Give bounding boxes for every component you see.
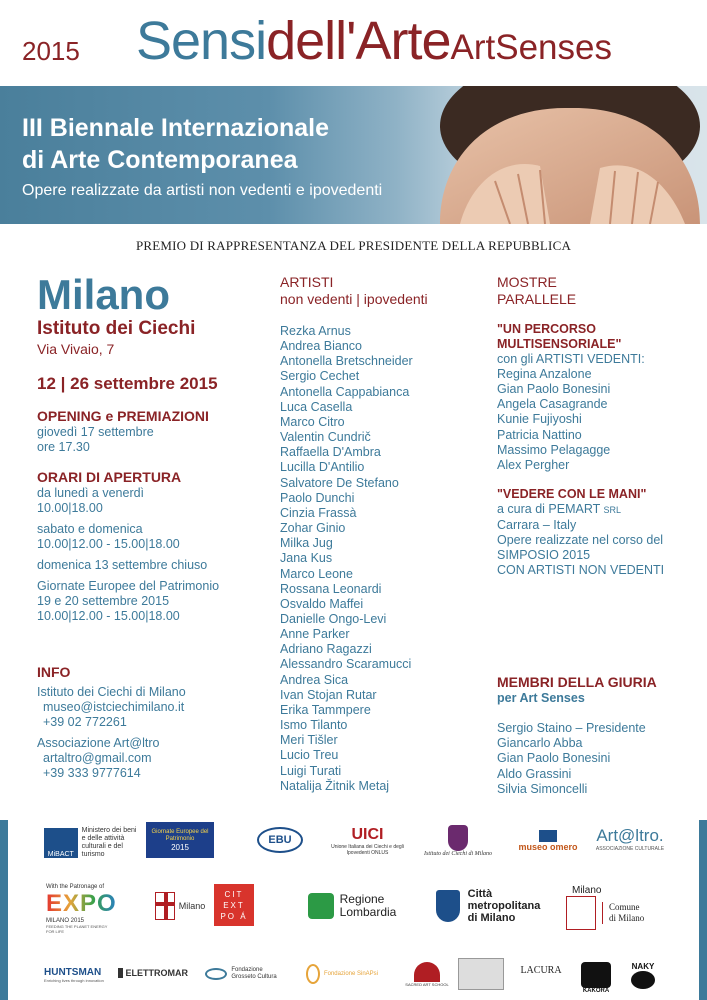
artaltro-logo <box>590 822 670 856</box>
crest-icon <box>436 890 460 922</box>
list-item: Giancarlo Abba <box>497 736 583 751</box>
show2-line: CON ARTISTI NON VEDENTI <box>497 563 665 578</box>
sinapsi-mark <box>306 964 320 984</box>
sacred-text: SACRED ART SCHOOL <box>405 981 449 987</box>
info-org: Associazione Art@ltro <box>37 736 160 750</box>
naky-logo <box>626 958 660 992</box>
info-phone[interactable]: +39 333 9777614 <box>43 766 141 780</box>
naky-mark <box>631 971 655 989</box>
list-item: Rossana Leonardi <box>280 581 382 596</box>
list-item: Gian Paolo Bonesini <box>497 751 611 766</box>
citexpo-logo <box>214 884 254 926</box>
show1-title: MULTISENSORIALE" <box>497 337 622 351</box>
regione-text <box>340 893 397 919</box>
parallel-shows-column <box>497 270 702 797</box>
opening-day: giovedì 17 settembre <box>37 425 154 439</box>
venue: Istituto dei Ciechi <box>37 318 196 339</box>
naky-text: NAKY <box>631 961 655 971</box>
list-item: Raffaella D'Ambra <box>280 445 381 460</box>
address: Via Vivaio, 7 <box>37 341 115 357</box>
regione-line: Lombardia <box>339 905 397 919</box>
show1-artists <box>497 367 702 473</box>
left-edge-bar <box>0 820 8 1000</box>
huntsman-logo <box>44 960 108 990</box>
lacura-text: LACURA <box>520 964 562 976</box>
istituto-logo <box>418 818 498 864</box>
venue-column <box>37 270 277 781</box>
comune-line: Comune <box>609 901 640 912</box>
list-item: Sergio Staino – Presidente <box>497 721 646 736</box>
uici-logo <box>330 818 405 863</box>
show2-line <box>497 502 702 518</box>
list-item: Antonella Cappabianca <box>280 384 410 399</box>
citexpo-text: PO Á <box>220 911 248 921</box>
event-title <box>136 10 612 72</box>
title-dellarte: dell'Arte <box>266 11 451 71</box>
kakora-logo <box>576 958 616 998</box>
expo-sub2: FEEDING THE PLANET ENERGY FOR LIFE <box>46 924 108 934</box>
jury-subtitle: per Art Senses <box>497 691 585 706</box>
right-edge-bar <box>699 820 707 1000</box>
list-item: Massimo Pelagagge <box>497 442 611 457</box>
citta-line: di Milano <box>467 912 516 924</box>
comune-row <box>566 896 644 930</box>
huntsman-mark: HUNTSMAN <box>44 967 102 978</box>
list-item: Osvaldo Maffei <box>280 596 364 611</box>
list-item: Marco Leone <box>280 566 353 581</box>
header <box>0 0 707 86</box>
info-title: INFO <box>37 664 71 680</box>
event-dates: 12 | 26 settembre 2015 <box>37 374 218 393</box>
jury-list <box>497 721 702 797</box>
info-org: Istituto dei Ciechi di Milano <box>37 685 186 699</box>
list-item: Meri Tišler <box>280 733 338 748</box>
giornate-logo <box>146 822 214 858</box>
mostre-title: PARALLELE <box>497 291 577 307</box>
fondazione-grosseto-logo <box>200 960 282 988</box>
list-item: Lucilla D'Antilio <box>280 460 365 475</box>
list-item: Patricia Nattino <box>497 427 582 442</box>
fondazione-line: Fondazione <box>231 967 263 973</box>
expo-logo <box>46 878 116 940</box>
fondazione-line: Grosseto Cultura <box>231 974 277 980</box>
list-item: Erika Tammpere <box>280 702 371 717</box>
museo-omero-logo <box>518 818 578 864</box>
show2-line: Carrara – Italy <box>497 518 577 533</box>
elettromar-text: ELETTROMAR <box>125 968 188 978</box>
list-item: Aldo Grassini <box>497 766 572 781</box>
artists-list <box>280 324 490 794</box>
artists-title: ARTISTI <box>280 274 334 290</box>
milano-shield-logo <box>150 884 210 928</box>
list-item: Silvia Simoncelli <box>497 781 588 796</box>
face-hands-photo <box>400 86 707 224</box>
title-artsenses: ArtSenses <box>450 28 612 67</box>
sinapsi-text: Fondazione SinAPsi <box>323 971 379 977</box>
banner-title-line2: di Arte Contemporanea <box>22 146 298 174</box>
artists-column <box>280 270 490 794</box>
comune-head: Milano <box>572 884 602 896</box>
list-item: Rezka Arnus <box>280 324 351 338</box>
jury-title: MEMBRI DELLA GIURIA <box>497 674 657 691</box>
list-item: Ismo Tilanto <box>280 718 348 733</box>
ministero-text: Ministero dei beni e delle attività culturali e del turismo <box>81 827 137 858</box>
banner-title-line1: III Biennale Internazionale <box>22 114 330 142</box>
premio-line: PREMIO DI RAPPRESENTANZA DEL PRESIDENTE DELLA REPUBBLICA <box>135 238 572 253</box>
list-item: Angela Casagrande <box>497 397 608 412</box>
eye-icon <box>205 968 227 980</box>
opening-title: OPENING e PREMIAZIONI <box>37 408 209 424</box>
list-item: Paolo Dunchi <box>280 490 355 505</box>
show2-curator: a cura di PEMART <box>497 502 601 517</box>
cross-shield-icon <box>155 892 175 920</box>
orari-line: 10.00|12.00 - 15.00|18.00 <box>37 537 180 551</box>
museo-mark <box>539 830 557 842</box>
banner-subtitle: Opere realizzate da artisti non vedenti e ipovedenti <box>22 182 383 199</box>
artaltro-text: ASSOCIAZIONE CULTURALE <box>595 846 665 852</box>
list-item: Natalija Žitnik Metaj <box>280 778 390 793</box>
list-item: Salvatore De Stefano <box>280 475 399 490</box>
list-item: Lucio Treu <box>280 748 339 763</box>
orari-title: ORARI DI APERTURA <box>37 469 182 485</box>
title-sensi: Sensi <box>136 11 267 71</box>
list-item: Valentin Cundrič <box>280 430 371 445</box>
list-item: Alessandro Scaramucci <box>280 657 412 672</box>
lacura-logo <box>516 960 566 980</box>
dome-icon <box>414 962 440 982</box>
regione-line: Regione <box>339 892 385 906</box>
comune-milano-logo <box>566 878 670 936</box>
mibact-logo <box>44 820 139 866</box>
building-drawing <box>458 958 504 990</box>
list-item: Antonella Bretschneider <box>280 354 413 369</box>
list-item: Alex Pergher <box>497 457 570 472</box>
orari-line: da lunedì a venerdì <box>37 486 145 500</box>
list-item: Ivan Stojan Rutar <box>280 687 377 702</box>
orari-line: Giornate Europee del Patrimonio <box>37 579 220 593</box>
elettromar-mark <box>118 968 123 978</box>
artists-subtitle: non vedenti | ipovedenti <box>280 291 428 307</box>
comune-text <box>602 902 644 924</box>
list-item: Cinzia Frassà <box>280 505 357 520</box>
list-item: Marco Citro <box>280 414 345 429</box>
regione-lombardia-logo <box>302 888 402 924</box>
rosa-camuna-icon <box>308 893 334 919</box>
fondazione-text <box>231 967 276 981</box>
citta-line: Città <box>467 888 493 900</box>
museo-text: museo omero <box>518 842 578 852</box>
expo-sub: MILANO 2015 <box>46 918 85 924</box>
show2-line: Opere realizzate nel corso del <box>497 533 664 548</box>
sinapsi-logo <box>292 958 392 990</box>
list-item: Zohar Ginio <box>280 521 346 536</box>
giornate-text: Giornate Europee del Patrimonio <box>151 828 209 842</box>
citta-line: metropolitana <box>467 900 541 912</box>
expo-patronage: With the Patronage of <box>46 884 105 890</box>
milano1-text: Milano <box>178 901 206 911</box>
list-item: Gian Paolo Bonesini <box>497 382 611 397</box>
info-phone[interactable]: +39 02 772261 <box>43 715 127 729</box>
uici-mark: UICI <box>351 825 384 843</box>
elettromar-logo <box>118 960 188 986</box>
info-email[interactable]: artaltro@gmail.com <box>43 751 152 765</box>
opening-time: ore 17.30 <box>37 440 90 454</box>
citta-text <box>468 888 541 924</box>
mostre-title: MOSTRE <box>497 274 557 290</box>
uici-text: Unione Italiana dei Ciechi e degli Ipovedenti ONLUS <box>331 843 404 856</box>
ebu-logo <box>240 824 320 856</box>
show1-title: "UN PERCORSO <box>497 322 596 336</box>
citexpo-text: CIT <box>224 889 244 899</box>
list-item: Andrea Sica <box>280 672 349 687</box>
list-item: Luca Casella <box>280 399 353 414</box>
kakora-text: KAKORA <box>582 988 610 994</box>
sponsor-logos <box>0 808 707 1000</box>
artaltro-mark: Art@ltro. <box>596 826 664 845</box>
orari-line: sabato e domenica <box>37 522 143 536</box>
expo-mark: EXPO <box>46 890 117 917</box>
list-item: Regina Anzalone <box>497 367 592 381</box>
huntsman-text: Enriching lives through innovation <box>44 978 104 983</box>
istituto-text: Istituto dei Ciechi di Milano <box>424 851 492 857</box>
orari-line: 10.00|18.00 <box>37 501 103 515</box>
year: 2015 <box>22 36 80 66</box>
orari-line: domenica 13 settembre chiuso <box>37 558 208 572</box>
show2-line: SIMPOSIO 2015 <box>497 548 591 563</box>
citexpo-text: EXT <box>223 900 245 910</box>
citta-metropolitana-logo <box>428 880 548 932</box>
list-item: Kunie Fujiyoshi <box>497 412 582 427</box>
kakora-mark <box>581 962 611 988</box>
list-item: Jana Kus <box>280 551 333 566</box>
city: Milano <box>37 271 170 318</box>
list-item: Adriano Ragazzi <box>280 642 372 657</box>
orari-line: 19 e 20 settembre 2015 <box>37 594 170 608</box>
shield-icon <box>448 825 468 851</box>
mibact-mark: MiBACT <box>44 828 78 858</box>
giornate-year: 2015 <box>171 842 189 852</box>
comune-crest-icon <box>566 896 596 930</box>
comune-line: di Milano <box>609 912 645 923</box>
list-item: Andrea Bianco <box>280 339 363 354</box>
sacred-art-logo <box>404 954 450 994</box>
info-email[interactable]: museo@istciechimilano.it <box>43 700 185 714</box>
show2-title: "VEDERE CON LE MANI" <box>497 487 647 502</box>
ebu-mark: EBU <box>257 827 303 853</box>
show1-subtitle: con gli ARTISTI VEDENTI: <box>497 352 645 366</box>
list-item: Anne Parker <box>280 627 350 642</box>
list-item: Sergio Cechet <box>280 369 360 384</box>
orari-line: 10.00|12.00 - 15.00|18.00 <box>37 609 180 623</box>
list-item: Danielle Ongo-Levi <box>280 611 387 626</box>
list-item: Luigi Turati <box>280 763 342 778</box>
banner <box>0 86 707 224</box>
list-item: Milka Jug <box>280 536 333 551</box>
show2-srl: SRL <box>603 505 622 516</box>
